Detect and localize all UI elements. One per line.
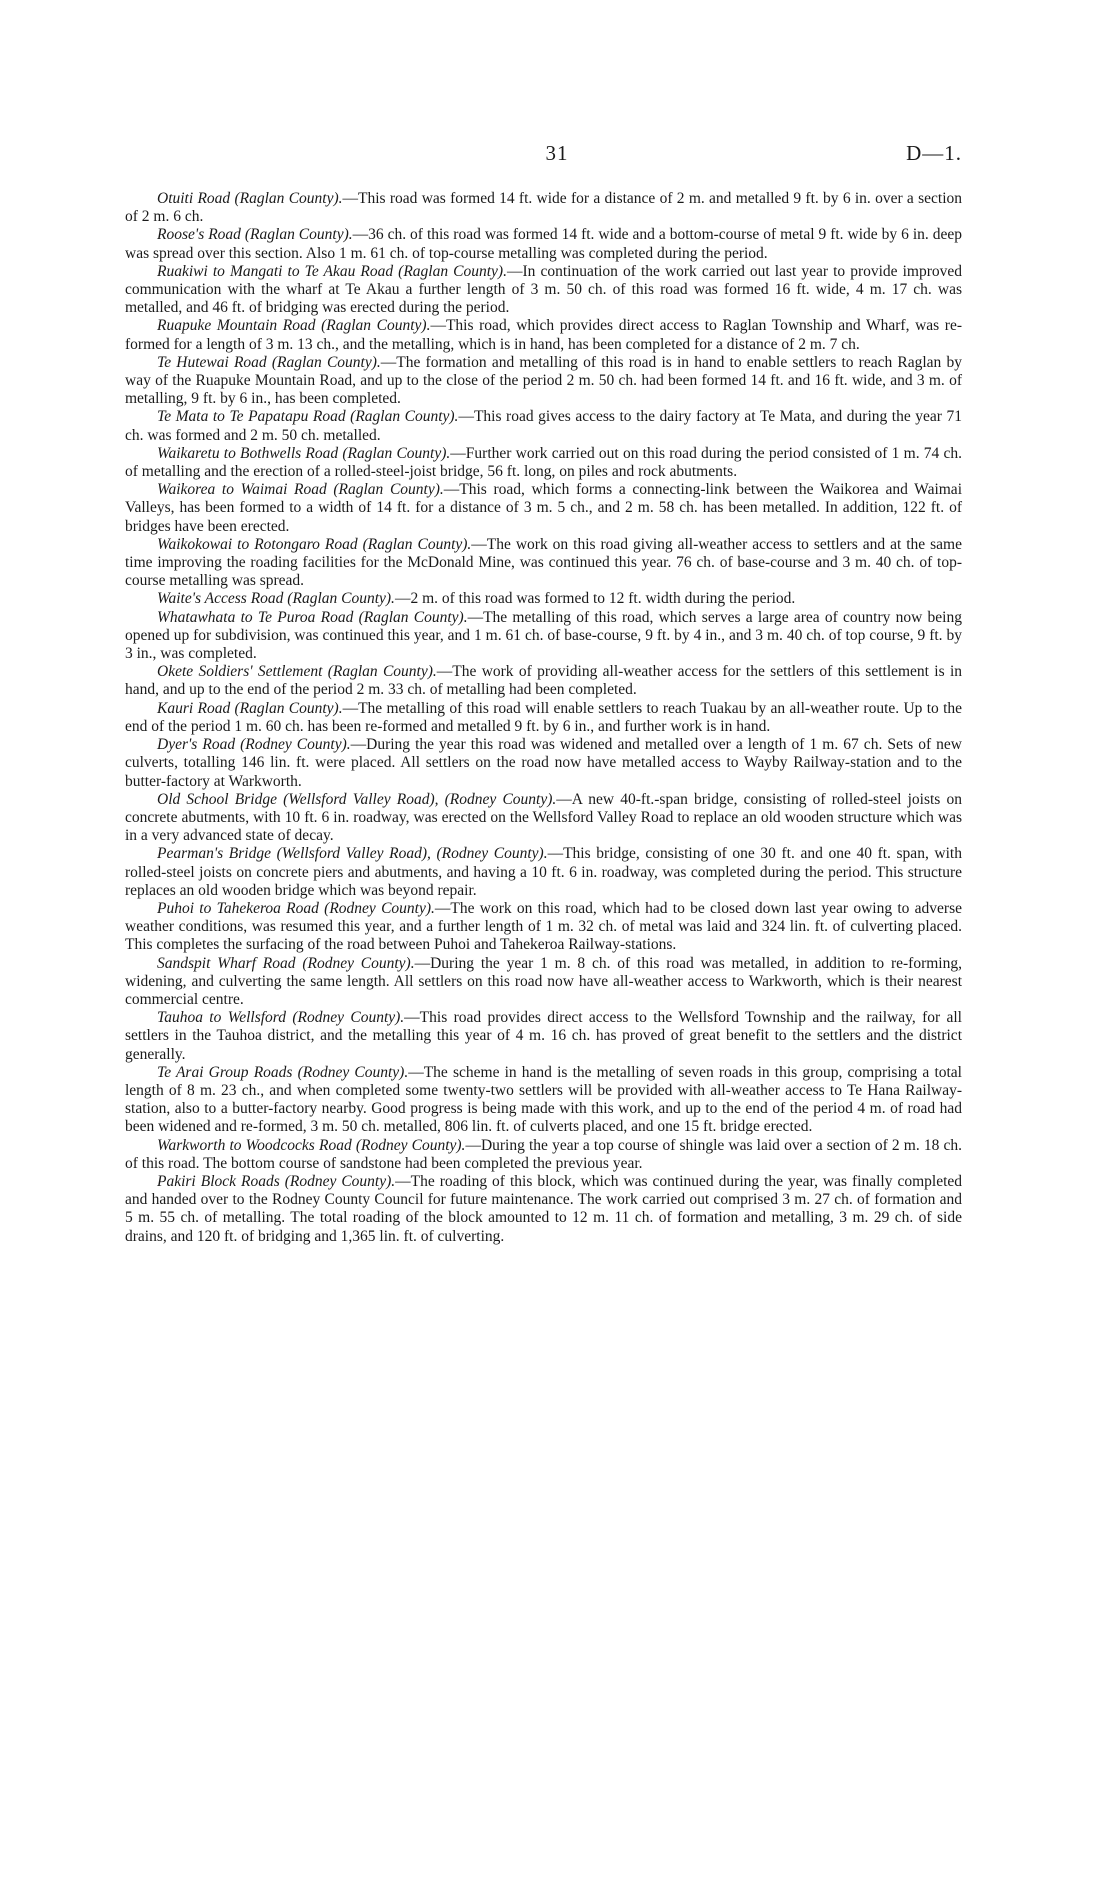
paragraph xyxy=(125,190,962,226)
paragraph-text: —The metalling of this road, which serves a large area of country now being opened up for subdivision, was continued this year, and 1 m. 61 ch. of base-course, 9 ft. by 4 in., and 3 m. 40 ch. of top course, 9 ft. by 3 in., was completed. xyxy=(125,608,962,663)
paragraph-text: —This road provides direct access to the Wellsford Township and the railway, for all settlers in the Tauhoa district, and the metalling this year of 4 m. 16 ch. has proved of great benefit to the settlers and the district generally. xyxy=(125,1009,962,1063)
paragraph xyxy=(125,900,962,955)
paragraph-text: —During the year a top course of shingle was laid over a section of 2 m. 18 ch. of this road. The bottom course of sandstone had been completed the previous year. xyxy=(125,1136,962,1172)
paragraph-title: Sandspit Wharf Road (Rodney County). xyxy=(157,954,415,972)
paragraph-title: Ruakiwi to Mangati to Te Akau Road (Raglan County). xyxy=(157,262,507,280)
paragraph-text: —36 ch. of this road was formed 14 ft. wide and a bottom-course of metal 9 ft. wide by 6 in. deep was spread over this section. Also 1 m. 61 ch. of top-course metalling was completed during the period. xyxy=(125,226,962,262)
paragraph-title: Whatawhata to Te Puroa Road (Raglan County). xyxy=(157,608,468,626)
page-number: 31 xyxy=(545,141,569,165)
paragraph xyxy=(125,536,962,591)
paragraph-text: —The scheme in hand is the metalling of seven roads in this group, comprising a total length of 8 m. 23 ch., and when completed some twenty-two settlers will be provided with all-weather access to Te Hana Railway-station, also to a butter-factory nearby. Good progress is being made with this work, and up to the end of the period 4 m. of road had been widened and re-formed, 3 m. 50 ch. metalled, 806 lin. ft. of culverts placed, and one 15 ft. bridge erected. xyxy=(125,1063,962,1136)
paragraph-title: Kauri Road (Raglan County). xyxy=(157,699,343,717)
paragraph xyxy=(125,791,962,846)
paragraph xyxy=(125,663,962,699)
paragraph-text: —In continuation of the work carried out last year to provide improved communication with the wharf at Te Akau a further length of 3 m. 50 ch. of this road was formed 16 ft. wide, 4 m. 17 ch. was metalled, and 46 ft. of bridging was erected during the period. xyxy=(125,262,963,317)
paragraph xyxy=(125,736,962,791)
paragraph xyxy=(125,1064,962,1137)
paragraph-text: —During the year 1 m. 8 ch. of this road was metalled, in addition to re-forming, widening, and culverting the same length. All settlers on this road now have all-weather access to Warkworth, which is their nearest commercial centre. xyxy=(125,954,962,1008)
paragraph-text: —The metalling of this road will enable settlers to reach Tuakau by an all-weather route. Up to the end of the period 1 m. 60 ch. has been re-formed and metalled 9 ft. by 6 in., and further work is in hand. xyxy=(125,699,962,735)
paragraph-text: —This road, which forms a connecting-link between the Waikorea and Waimai Valleys, has been formed to a width of 14 ft. for a distance of 3 m. 5 ch., and 2 m. 58 ch. has been metalled. In addition, 122 ft. of bridges have been erected. xyxy=(125,481,962,535)
paragraph-text: —The work of providing all-weather access for the settlers of this settlement is in hand, and up to the end of the period 2 m. 33 ch. of metalling had been completed. xyxy=(125,663,962,699)
paragraph-title: Dyer's Road (Rodney County). xyxy=(157,736,351,754)
paragraph xyxy=(125,845,962,900)
paragraph xyxy=(125,408,962,444)
paragraph xyxy=(125,445,962,481)
paragraph-title: Puhoi to Tahekeroa Road (Rodney County). xyxy=(157,899,435,917)
paragraph-title: Pakiri Block Roads (Rodney County). xyxy=(157,1172,396,1190)
paragraph xyxy=(125,590,962,608)
paragraph-text: —Further work carried out on this road during the period consisted of 1 m. 74 ch. of metalling and the erection of a rolled-steel-joist bridge, 56 ft. long, on piles and rock abutments. xyxy=(125,444,963,481)
paragraph-title: Otuiti Road (Raglan County). xyxy=(157,190,343,207)
paragraph-text: —2 m. of this road was formed to 12 ft. width during the period. xyxy=(394,590,796,608)
paragraph-text: —This road gives access to the dairy factory at Te Mata, and during the year 71 ch. was formed and 2 m. 50 ch. metalled. xyxy=(125,408,962,444)
body-text xyxy=(125,190,962,1246)
paragraph-title: Waikokowai to Rotongaro Road (Raglan County). xyxy=(157,535,472,553)
paragraph-text: —This road, which provides direct access to Raglan Township and Wharf, was re-formed for a length of 3 m. 13 ch., and the metalling, which is in hand, has been completed for a distance of 2 m. 7 ch. xyxy=(125,317,963,353)
paragraph-title: Pearman's Bridge (Wellsford Valley Road), (Rodney County). xyxy=(157,845,548,863)
paragraph-title: Te Mata to Te Papatapu Road (Raglan County). xyxy=(157,408,459,426)
paragraph-text: —The work on this road, which had to be closed down last year owing to adverse weather conditions, was resumed this year, and a further length of 1 m. 32 ch. of metal was laid and 324 lin. ft. of culverting placed. This completes the surfacing of the road between Puhoi and Tahekeroa Railway-stations. xyxy=(125,899,962,954)
paragraph-title: Roose's Road (Raglan County). xyxy=(157,226,353,244)
paragraph-title: Warkworth to Woodcocks Road (Rodney County). xyxy=(157,1136,466,1154)
paragraph-text: —The work on this road giving all-weather access to settlers and at the same time improving the roading facilities for the McDonald Mine, was continued this year. 76 ch. of base-course and 3 m. 40 ch. of top-course metalling was spread. xyxy=(125,535,962,590)
paragraph-text: —The formation and metalling of this road is in hand to enable settlers to reach Raglan by way of the Ruapuke Mountain Road, and up to the close of the period 2 m. 50 ch. had been formed 14 ft. and 16 ft. wide, and 3 m. of metalling, 9 ft. by 6 in., has been completed. xyxy=(125,353,962,408)
paragraph xyxy=(125,955,962,1010)
paragraph-title: Old School Bridge (Wellsford Valley Road), (Rodney County). xyxy=(157,790,557,808)
paragraph-title: Te Hutewai Road (Raglan County). xyxy=(157,353,381,371)
document-reference: D—1. xyxy=(906,141,962,165)
paragraph-title: Te Arai Group Roads (Rodney County). xyxy=(157,1063,409,1081)
paragraph xyxy=(125,1009,962,1064)
paragraph-title: Ruapuke Mountain Road (Raglan County). xyxy=(157,317,431,335)
paragraph-text: —A new 40-ft.-span bridge, consisting of rolled-steel joists on concrete abutments, with 10 ft. 6 in. roadway, was erected on the Wellsford Valley Road to replace an old wooden structure which was in a very advanced state of decay. xyxy=(125,790,962,845)
paragraph-text: —During the year this road was widened and metalled over a length of 1 m. 67 ch. Sets of new culverts, totalling 146 lin. ft. were placed. All settlers on the road now have metalled access to Wayby Railway-station and to the butter-factory at Warkworth. xyxy=(125,736,963,790)
paragraph xyxy=(125,1173,962,1246)
paragraph xyxy=(125,700,962,736)
paragraph-text: —This bridge, consisting of one 30 ft. and one 40 ft. span, with rolled-steel joists on concrete piers and abutments, and having a 10 ft. 6 in. roadway, was completed during the period. This structure replaces an old wooden bridge which was beyond repair. xyxy=(125,845,962,899)
paragraph xyxy=(125,226,962,262)
paragraph xyxy=(125,481,962,536)
paragraph-title: Waite's Access Road (Raglan County). xyxy=(157,590,395,608)
paragraph-title: Waikaretu to Bothwells Road (Raglan County). xyxy=(157,444,451,462)
paragraph-title: Okete Soldiers' Settlement (Raglan County). xyxy=(157,663,437,681)
paragraph-text: —The roading of this block, which was continued during the year, was finally completed and handed over to the Rodney County Council for future maintenance. The work carried out comprised 3 m. 27 ch. of formation and 5 m. 55 ch. of metalling. The total roading of the block amounted to 12 m. 11 ch. of formation and metalling, 3 m. 29 ch. of side drains, and 120 ft. of bridging and 1,365 lin. ft. of culverting. xyxy=(125,1172,963,1245)
paragraph-title: Tauhoa to Wellsford (Rodney County). xyxy=(157,1009,405,1027)
paragraph xyxy=(125,354,962,409)
paragraph xyxy=(125,1137,962,1173)
paragraph xyxy=(125,317,962,353)
paragraph xyxy=(125,609,962,664)
paragraph-title: Waikorea to Waimai Road (Raglan County). xyxy=(157,481,444,499)
paragraph-text: —This road was formed 14 ft. wide for a distance of 2 m. and metalled 9 ft. by 6 in. over a section of 2 m. 6 ch. xyxy=(125,190,963,226)
paragraph xyxy=(125,263,962,318)
